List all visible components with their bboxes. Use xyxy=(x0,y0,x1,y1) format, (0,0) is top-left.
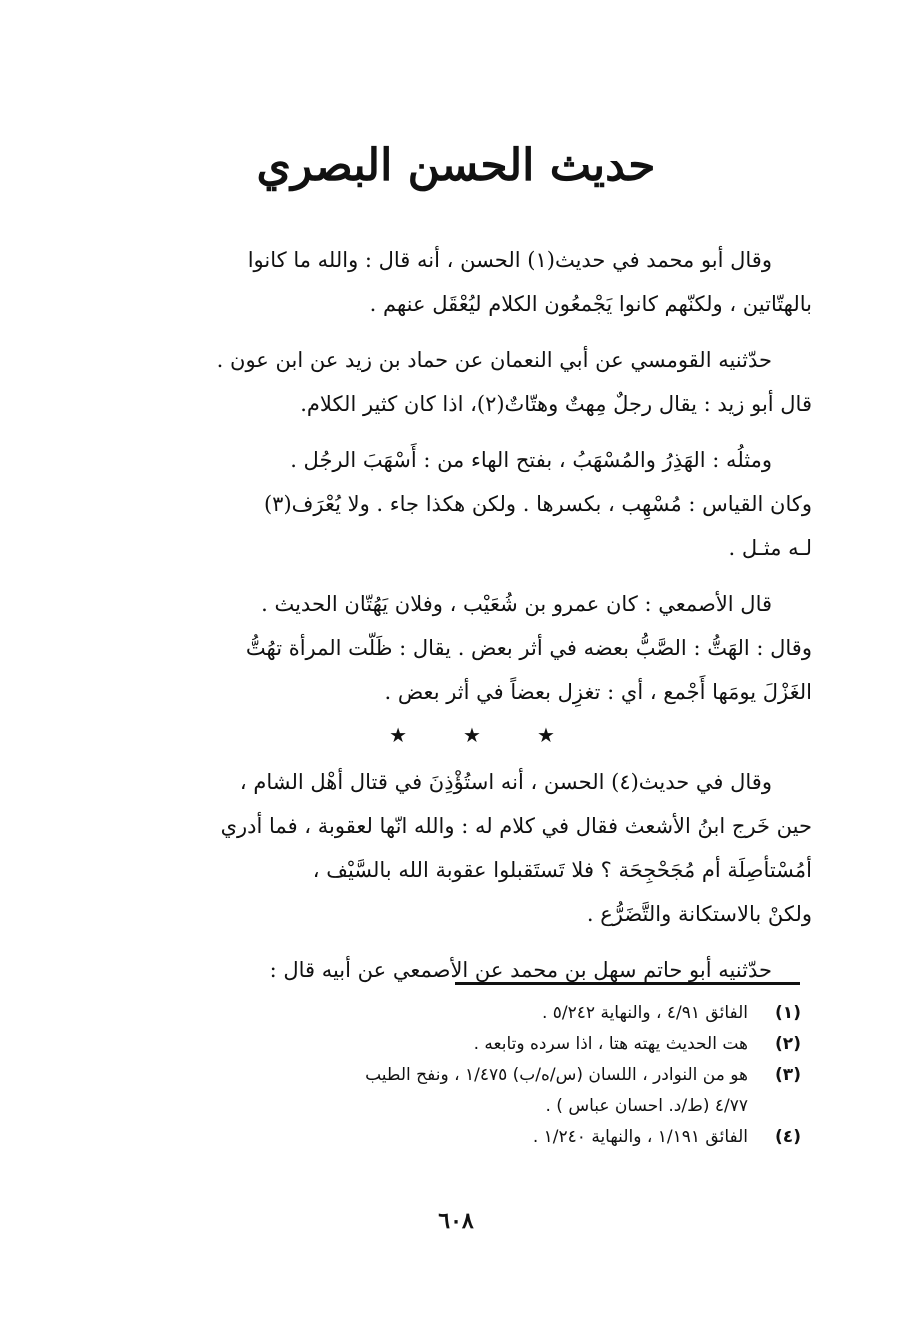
text-line: وكان القياس : مُسْهِب ، بكسرها . ولكن هكذا جاء . ولا يُعْرَف(٣) xyxy=(263,492,812,516)
footnote-1 xyxy=(132,998,812,1029)
star-icon: ★ xyxy=(389,723,408,747)
text-line: حين خَرج ابنُ الأشعث فقال في كلام له : والله انّها لعقوبة ، فما أدري xyxy=(220,814,812,838)
text-line: بالهتّاتين ، ولكنّهم كانوا يَجْمعُون الكلام ليُعْقَل عنهم . xyxy=(369,292,812,316)
main-text xyxy=(132,238,812,1004)
footnote-number: (٤) xyxy=(775,1127,801,1147)
footnote-line: ٤/٧٧ (ط/د. احسان عباس ) . xyxy=(545,1096,748,1116)
text-line: وقال أبو محمد في حديث(١) الحسن ، أنه قال : والله ما كانوا xyxy=(247,248,772,272)
footnote-number: (٣) xyxy=(775,1065,801,1085)
footnote-number: (١) xyxy=(775,1003,801,1023)
chapter-title: حديث الحسن البصري xyxy=(256,140,656,191)
paragraph-5 xyxy=(132,760,812,936)
text-line: الغَزْلَ يومَها أَجْمع ، أي : تغزِل بعضاً في أثر بعض . xyxy=(384,680,812,704)
star-icon: ★ xyxy=(536,723,555,747)
paragraph-2 xyxy=(132,338,812,426)
footnote-text xyxy=(132,1060,764,1122)
footnote-text xyxy=(132,1029,764,1060)
footnote-text xyxy=(132,1122,764,1153)
footnote-text xyxy=(132,998,764,1029)
section-separator xyxy=(132,720,812,750)
paragraph-3 xyxy=(132,438,812,570)
footnotes xyxy=(132,998,812,1153)
footnote-line: هو من النوادر ، اللسان (س/ه/ب) ١/٤٧٥ ، ونفح الطيب xyxy=(365,1065,748,1085)
text-line: وقال : الهَتُّ : الصَّبُّ بعضه في أثر بعض . يقال : ظَلّت المرأة تهُتُّ xyxy=(245,636,812,660)
text-line: وقال في حديث(٤) الحسن ، أنه استُؤْذِنَ في قتال أهْل الشام ، xyxy=(239,770,772,794)
paragraph-1 xyxy=(132,238,812,326)
footnote-line: الفائق ٤/٩١ ، والنهاية ٥/٢٤٢ . xyxy=(541,1003,748,1023)
text-line: قال أبو زيد : يقال رجلٌ مِهتٌ وهتّاتٌ(٢)، اذا كان كثير الكلام. xyxy=(300,392,812,416)
text-line: ومثلُه : الهَذِرُ والمُسْهَبُ ، بفتح الهاء من : أَسْهَبَ الرجُل . xyxy=(290,448,772,472)
paragraph-6 xyxy=(132,948,812,992)
text-line: قال الأصمعي : كان عمرو بن شُعَيْب ، وفلان يَهُتّان الحديث . xyxy=(261,592,772,616)
footnote-4 xyxy=(132,1122,812,1153)
text-line: لـه مثـل . xyxy=(728,536,812,560)
footnote-2 xyxy=(132,1029,812,1060)
text-line: حدّثنيه القومسي عن أبي النعمان عن حماد بن زيد عن ابن عون . xyxy=(216,348,772,372)
footnote-line: هت الحديث يهته هتا ، اذا سرده وتابعه . xyxy=(473,1034,748,1054)
text-line: ولكنْ بالاستكانة والتَّضَرُّع . xyxy=(586,902,812,926)
footnote-divider xyxy=(455,982,800,985)
page-number: ٦٠٨ xyxy=(438,1208,474,1234)
footnote-3 xyxy=(132,1060,812,1122)
text-line: أمُسْتأصِلَة أم مُجَحْجِحَة ؟ فلا تَستَقبلوا عقوبة الله بالسَّيْف ، xyxy=(312,858,812,882)
paragraph-4 xyxy=(132,582,812,714)
star-icon: ★ xyxy=(463,723,481,747)
footnote-number: (٢) xyxy=(775,1034,801,1054)
footnote-line: الفائق ١/١٩١ ، والنهاية ١/٢٤٠ . xyxy=(532,1127,748,1147)
text-line: حدّثنيه أبو حاتم سهل بن محمد عن الأصمعي عن أبيه قال : xyxy=(269,958,772,982)
